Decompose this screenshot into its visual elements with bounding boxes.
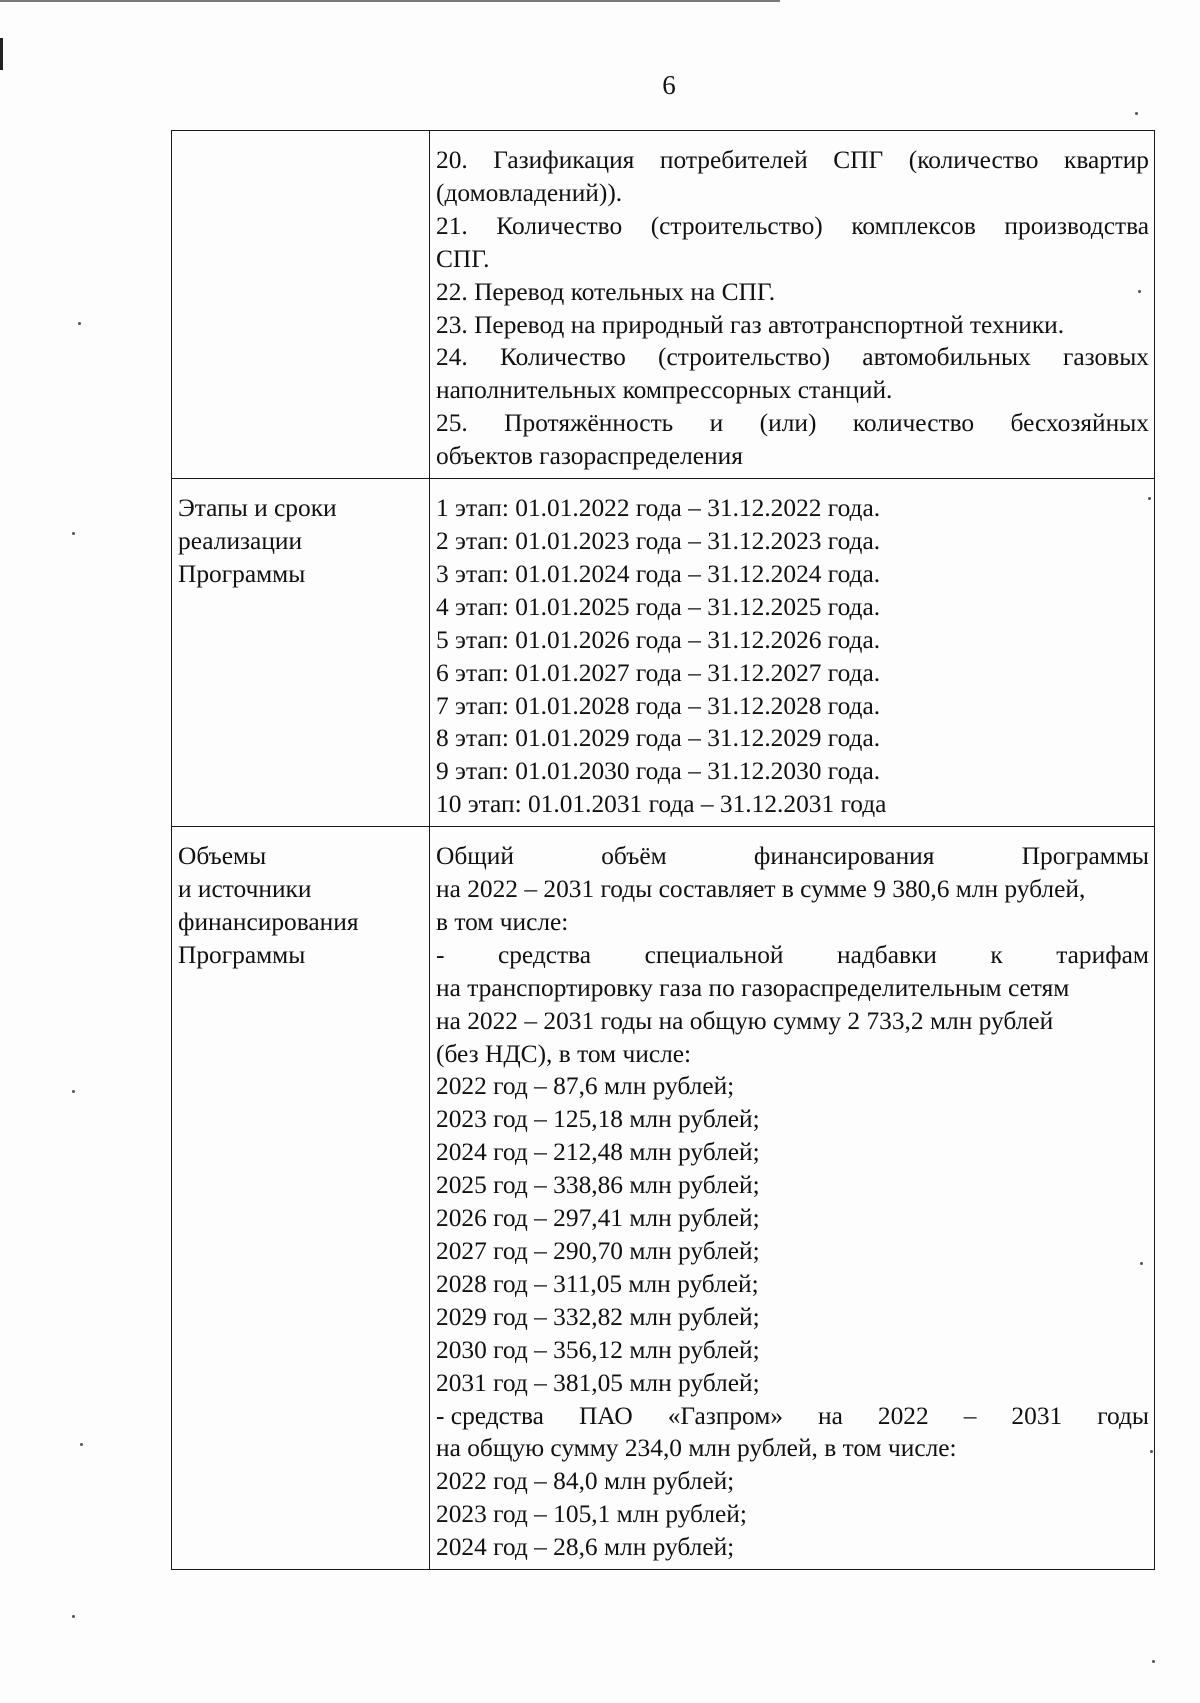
indicator-line: 21. Количество (строительство) комплексов производства bbox=[436, 211, 1149, 240]
indicator-line: 25. Протяжённость и (или) количество бесхозяйных bbox=[436, 409, 1149, 438]
word: финансирования bbox=[753, 842, 935, 871]
indicator-line: СПГ. bbox=[436, 244, 490, 273]
source2-line: на общую сумму 234,0 млн рублей, в том числе: bbox=[436, 1434, 957, 1463]
word: - bbox=[436, 940, 445, 969]
stages-value-cell bbox=[430, 479, 1155, 827]
indicator-line: 22. Перевод котельных на СПГ. bbox=[436, 277, 776, 306]
source1-year-line: 2024 год – 212,48 млн рублей; bbox=[436, 1138, 760, 1167]
scan-speck bbox=[1150, 1450, 1153, 1453]
word: – bbox=[963, 1401, 977, 1430]
program-passport-table bbox=[171, 130, 1155, 1570]
source2-line bbox=[436, 1400, 1149, 1433]
scan-speck bbox=[1140, 1262, 1143, 1265]
row-label-line: финансирования bbox=[178, 907, 359, 936]
row-label-line: Объемы bbox=[178, 842, 267, 871]
scan-speck bbox=[72, 1090, 75, 1093]
scan-speck bbox=[1148, 497, 1151, 500]
scan-speck bbox=[1135, 112, 1138, 115]
table-row-stages bbox=[172, 479, 1155, 827]
stage-line: 5 этап: 01.01.2026 года – 31.12.2026 года. bbox=[436, 625, 881, 654]
scan-speck bbox=[72, 1615, 75, 1618]
source1-year-line: 2023 год – 125,18 млн рублей; bbox=[436, 1105, 760, 1134]
financing-value-cell bbox=[430, 827, 1155, 1570]
scan-speck bbox=[1152, 1660, 1155, 1663]
source1-line bbox=[436, 939, 1149, 972]
page-number: 6 bbox=[662, 70, 676, 100]
source1-line: на 2022 – 2031 годы на общую сумму 2 733,2 млн рублей bbox=[436, 1006, 1054, 1035]
stage-line: 4 этап: 01.01.2025 года – 31.12.2025 года. bbox=[436, 592, 881, 621]
indicator-line: 24. Количество (строительство) автомобильных газовых bbox=[436, 343, 1149, 372]
stage-line: 7 этап: 01.01.2028 года – 31.12.2028 года. bbox=[436, 691, 881, 720]
financing-intro-line bbox=[436, 840, 1149, 873]
stage-line: 10 этап: 01.01.2031 года – 31.12.2031 года bbox=[436, 790, 887, 819]
word: на bbox=[818, 1401, 843, 1430]
source1-year-line: 2031 год – 381,05 млн рублей; bbox=[436, 1368, 760, 1397]
indicator-line: 20. Газификация потребителей СПГ (количество квартир bbox=[436, 146, 1149, 174]
indicator-line: объектов газораспределения bbox=[436, 442, 743, 471]
indicator-line: наполнительных компрессорных станций. bbox=[436, 376, 893, 405]
indicator-line: 23. Перевод на природный газ автотранспортной техники. bbox=[436, 310, 1065, 339]
source1-line: (без НДС), в том числе: bbox=[436, 1039, 692, 1068]
source1-year-line: 2027 год – 290,70 млн рублей; bbox=[436, 1237, 760, 1265]
financing-label-cell bbox=[172, 827, 430, 1570]
word: Общий bbox=[436, 842, 514, 871]
scan-left-mark bbox=[0, 38, 3, 70]
financing-intro-line: в том числе: bbox=[436, 907, 569, 936]
word: «Газпром» bbox=[667, 1401, 784, 1430]
source2-year-line: 2022 год – 84,0 млн рублей; bbox=[436, 1467, 735, 1496]
row-label-line: Программы bbox=[178, 940, 306, 969]
source1-year-line: 2029 год – 332,82 млн рублей; bbox=[436, 1302, 760, 1331]
word: 2022 bbox=[877, 1401, 929, 1430]
source1-year-line: 2026 год – 297,41 млн рублей; bbox=[436, 1204, 760, 1233]
word: - средства bbox=[436, 1401, 544, 1430]
word: объём bbox=[601, 842, 667, 871]
word: специальной bbox=[644, 940, 784, 969]
word: ПАО bbox=[578, 1401, 633, 1430]
source1-year-line: 2028 год – 311,05 млн рублей; bbox=[436, 1269, 759, 1298]
indicator-line: (домовладений)). bbox=[436, 178, 623, 207]
table-row-indicators bbox=[172, 131, 1155, 479]
stage-line: 9 этап: 01.01.2030 года – 31.12.2030 года. bbox=[436, 757, 881, 786]
word: Программы bbox=[1021, 842, 1149, 871]
word: годы bbox=[1097, 1401, 1149, 1430]
indicators-value-cell bbox=[430, 131, 1155, 479]
scan-speck bbox=[78, 322, 81, 325]
source1-line: на транспортировку газа по газораспределительным сетям bbox=[436, 973, 1070, 1002]
word: тарифам bbox=[1056, 940, 1149, 969]
word: надбавки bbox=[837, 940, 937, 969]
scan-speck bbox=[72, 532, 75, 535]
scan-speck bbox=[1138, 290, 1141, 293]
source1-year-line: 2022 год – 87,6 млн рублей; bbox=[436, 1072, 735, 1101]
scan-top-rule bbox=[0, 0, 780, 2]
row-label-line: и источники bbox=[178, 875, 312, 904]
row-label-line: Этапы и сроки bbox=[178, 494, 337, 523]
stage-line: 2 этап: 01.01.2023 года – 31.12.2023 года. bbox=[436, 526, 881, 555]
source1-year-line: 2030 год – 356,12 млн рублей; bbox=[436, 1335, 760, 1364]
word: 2031 bbox=[1011, 1401, 1063, 1430]
stage-line: 3 этап: 01.01.2024 года – 31.12.2024 года. bbox=[436, 559, 881, 588]
financing-intro-line: на 2022 – 2031 годы составляет в сумме 9 380,6 млн рублей, bbox=[436, 875, 1086, 904]
source1-year-line: 2025 год – 338,86 млн рублей; bbox=[436, 1171, 760, 1200]
indicators-label-cell bbox=[172, 131, 430, 479]
stage-line: 1 этап: 01.01.2022 года – 31.12.2022 года. bbox=[436, 494, 881, 523]
stage-line: 6 этап: 01.01.2027 года – 31.12.2027 года. bbox=[436, 658, 881, 687]
row-label-line: реализации bbox=[178, 526, 303, 555]
source2-year-line: 2024 год – 28,6 млн рублей; bbox=[436, 1533, 735, 1562]
word: к bbox=[990, 940, 1003, 969]
row-label-line: Программы bbox=[178, 559, 306, 588]
source2-year-line: 2023 год – 105,1 млн рублей; bbox=[436, 1500, 747, 1529]
stages-label-cell bbox=[172, 479, 430, 827]
scan-speck bbox=[80, 1443, 83, 1446]
table-row-financing bbox=[172, 827, 1155, 1570]
word: средства bbox=[497, 940, 592, 969]
stage-line: 8 этап: 01.01.2029 года – 31.12.2029 года. bbox=[436, 724, 881, 753]
